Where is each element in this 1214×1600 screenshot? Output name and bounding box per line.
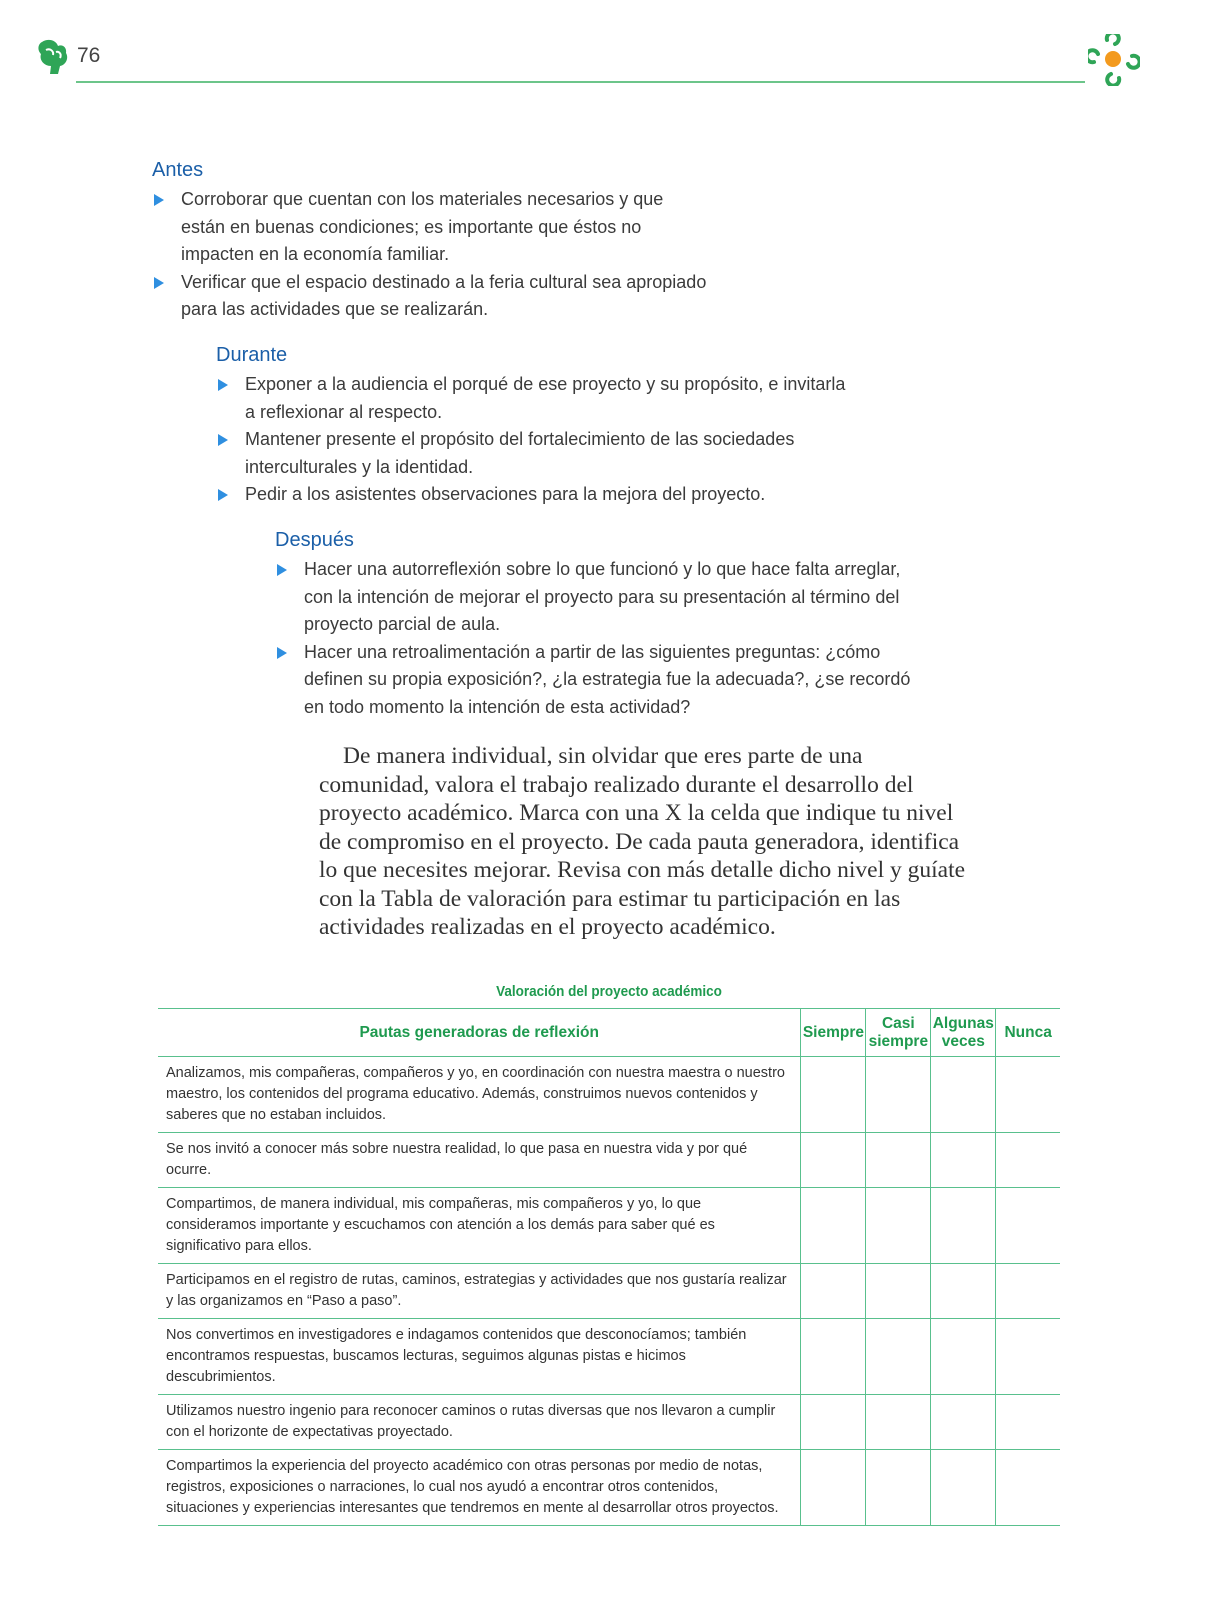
siempre-cell[interactable]	[801, 1264, 866, 1319]
algunas-veces-cell[interactable]	[931, 1450, 996, 1526]
section-antes	[152, 158, 712, 324]
bullet-arrow-icon	[218, 434, 228, 446]
list-item	[216, 371, 846, 426]
casi-siempre-cell[interactable]	[866, 1057, 931, 1133]
page-number: 76	[77, 44, 101, 67]
instruction-paragraph: De manera individual, sin olvidar que eres parte de una comunidad, valora el trabajo realizado durante el desarrollo del proyecto académico. Marca con una X la celda que indique tu nivel de compromiso en el proyecto. De cada pauta generadora, identifica lo que necesites mejorar. Revisa con más detalle dicho nivel y guíate con la Tabla de valoración para estimar tu participación en las actividades realizadas en el proyecto académico.	[319, 743, 966, 940]
list-item	[275, 556, 915, 639]
algunas-veces-cell[interactable]	[931, 1133, 996, 1188]
siempre-cell[interactable]	[801, 1133, 866, 1188]
table-row	[158, 1133, 1060, 1188]
table-row	[158, 1188, 1060, 1264]
table-row	[158, 1450, 1060, 1526]
bullet-arrow-icon	[154, 277, 164, 289]
casi-siempre-cell[interactable]	[866, 1395, 931, 1450]
bullet-list	[152, 186, 712, 324]
nunca-cell[interactable]	[996, 1319, 1060, 1395]
nunca-cell[interactable]	[996, 1395, 1060, 1450]
list-item	[216, 481, 846, 509]
assessment-table	[158, 1008, 1060, 1526]
nunca-cell[interactable]	[996, 1264, 1060, 1319]
header-divider	[76, 81, 1085, 83]
bullet-arrow-icon	[277, 647, 287, 659]
pauta-cell: Compartimos, de manera individual, mis compañeras, mis compañeros y yo, lo que consideramos importante y escuchamos con atención a los demás para saber qué es significativo para ellos.	[158, 1188, 801, 1264]
table-caption: Valoración del proyecto académico	[496, 983, 722, 1000]
algunas-veces-cell[interactable]	[931, 1057, 996, 1133]
algunas-veces-cell[interactable]	[931, 1188, 996, 1264]
column-header-casi-siempre: Casi siempre	[866, 1009, 931, 1057]
casi-siempre-cell[interactable]	[866, 1264, 931, 1319]
casi-siempre-cell[interactable]	[866, 1450, 931, 1526]
pauta-cell: Participamos en el registro de rutas, caminos, estrategias y actividades que nos gustaría realizar y las organizamos en “Paso a paso”.	[158, 1264, 801, 1319]
list-item-text: Mantener presente el propósito del fortalecimiento de las sociedades interculturales y la identidad.	[245, 429, 795, 477]
bullet-arrow-icon	[277, 564, 287, 576]
pauta-cell: Nos convertimos en investigadores e indagamos contenidos que desconocíamos; también encontramos respuestas, buscamos lecturas, seguimos algunas pistas e hicimos descubrimientos.	[158, 1319, 801, 1395]
column-header-siempre: Siempre	[801, 1009, 866, 1057]
casi-siempre-cell[interactable]	[866, 1319, 931, 1395]
list-item	[216, 426, 846, 481]
pauta-cell: Utilizamos nuestro ingenio para reconocer caminos o rutas diversas que nos llevaron a cumplir con el horizonte de expectativas proyectado.	[158, 1395, 801, 1450]
nunca-cell[interactable]	[996, 1188, 1060, 1264]
nunca-cell[interactable]	[996, 1133, 1060, 1188]
casi-siempre-cell[interactable]	[866, 1188, 931, 1264]
bullet-arrow-icon	[218, 379, 228, 391]
list-item-text: Corroborar que cuentan con los materiales necesarios y que están en buenas condiciones; es importante que éstos no impacten en la economía familiar.	[181, 189, 664, 264]
pauta-cell: Se nos invitó a conocer más sobre nuestra realidad, lo que pasa en nuestra vida y por qué ocurre.	[158, 1133, 801, 1188]
section-title: Después	[275, 529, 354, 551]
section-logo-icon	[36, 38, 70, 76]
algunas-veces-cell[interactable]	[931, 1319, 996, 1395]
nunca-cell[interactable]	[996, 1450, 1060, 1526]
list-item-text: Verificar que el espacio destinado a la feria cultural sea apropiado para las actividades que se realizarán.	[181, 271, 707, 319]
column-header-pautas: Pautas generadoras de reflexión	[158, 1009, 801, 1057]
section-despues	[275, 528, 915, 721]
list-item	[152, 269, 712, 324]
project-logo-icon	[1088, 34, 1140, 86]
nunca-cell[interactable]	[996, 1057, 1060, 1133]
list-item	[275, 639, 915, 722]
list-item-text: Hacer una retroalimentación a partir de las siguientes preguntas: ¿cómo definen su propia exposición?, ¿la estrategia fue la adecuada?, ¿se recordó en todo momento la intención de esta actividad?	[304, 641, 911, 717]
section-title: Antes	[152, 159, 204, 181]
siempre-cell[interactable]	[801, 1395, 866, 1450]
table-row	[158, 1057, 1060, 1133]
siempre-cell[interactable]	[801, 1188, 866, 1264]
pauta-cell: Compartimos la experiencia del proyecto académico con otras personas por medio de notas, registros, exposiciones o narraciones, lo cual nos ayudó a encontrar otros contenidos, situaciones y experiencias interesantes que tendremos en mente al desarrollar otros proyectos.	[158, 1450, 801, 1526]
list-item-text: Exponer a la audiencia el porqué de ese proyecto y su propósito, e invitarla a reflexionar al respecto.	[245, 374, 846, 422]
column-header-nunca: Nunca	[996, 1009, 1060, 1057]
siempre-cell[interactable]	[801, 1319, 866, 1395]
section-durante	[216, 343, 846, 509]
pauta-cell: Analizamos, mis compañeras, compañeros y yo, en coordinación con nuestra maestra o nuestro maestro, los contenidos del programa educativo. Además, construimos nuevos contenidos y saberes que no estaban incluidos.	[158, 1057, 801, 1133]
siempre-cell[interactable]	[801, 1450, 866, 1526]
section-title: Durante	[216, 344, 288, 366]
table-row	[158, 1264, 1060, 1319]
algunas-veces-cell[interactable]	[931, 1395, 996, 1450]
list-item-text: Hacer una autorreflexión sobre lo que funcionó y lo que hace falta arreglar, con la intención de mejorar el proyecto para su presentación al término del proyecto parcial de aula.	[304, 559, 901, 634]
table-header-row	[158, 1009, 1060, 1057]
bullet-list	[216, 371, 846, 509]
siempre-cell[interactable]	[801, 1057, 866, 1133]
column-header-algunas-veces: Algunas veces	[931, 1009, 996, 1057]
algunas-veces-cell[interactable]	[931, 1264, 996, 1319]
casi-siempre-cell[interactable]	[866, 1133, 931, 1188]
table-row	[158, 1395, 1060, 1450]
list-item	[152, 186, 712, 269]
list-item-text: Pedir a los asistentes observaciones para la mejora del proyecto.	[245, 484, 766, 504]
bullet-arrow-icon	[218, 489, 228, 501]
bullet-arrow-icon	[154, 194, 164, 206]
table-row	[158, 1319, 1060, 1395]
bullet-list	[275, 556, 915, 721]
